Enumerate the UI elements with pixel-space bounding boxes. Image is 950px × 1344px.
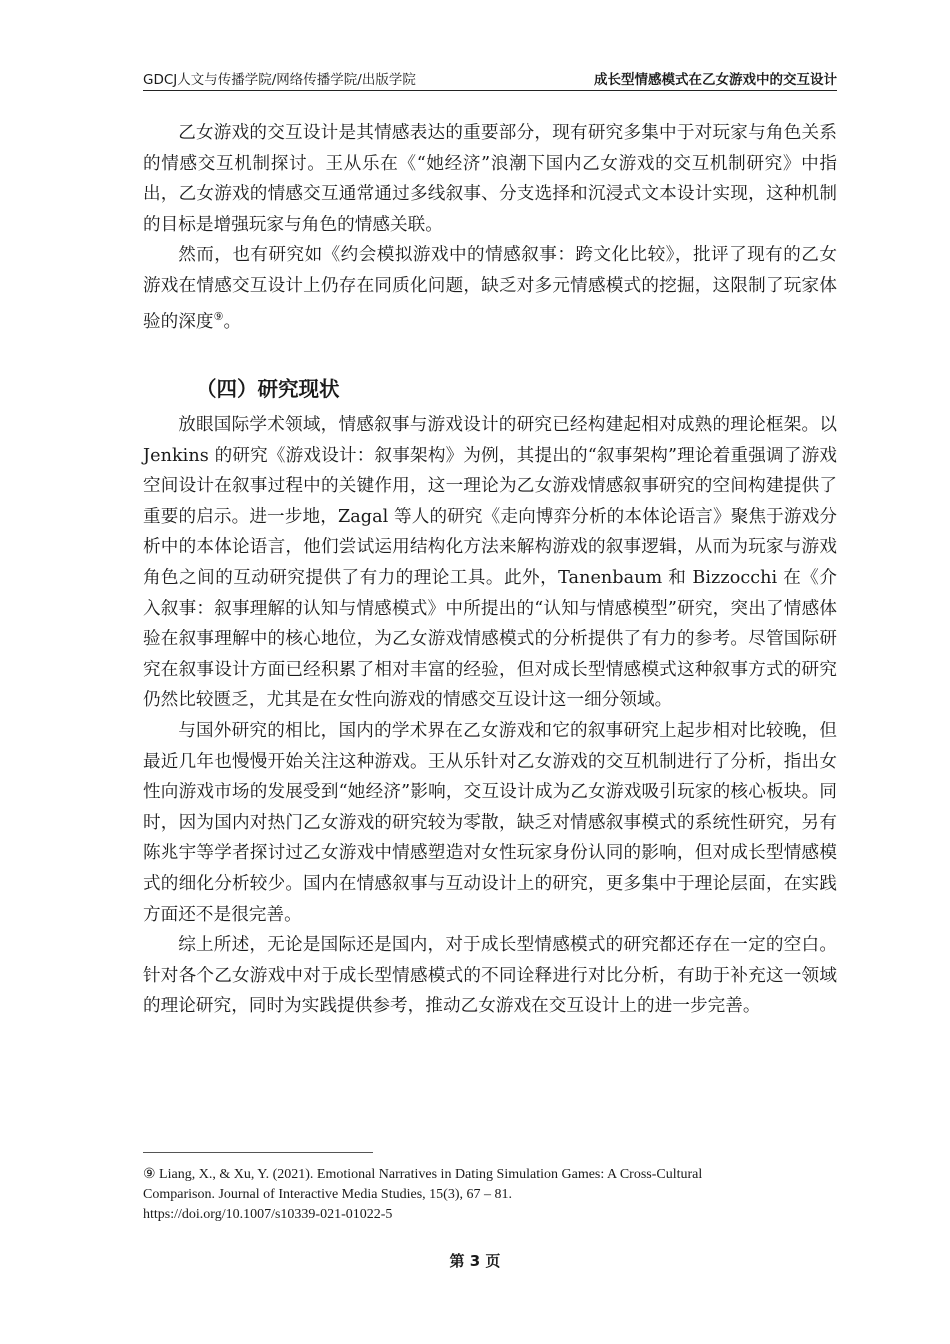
paragraph: 乙女游戏的交互设计是其情感表达的重要部分，现有研究多集中于对玩家与角色关系的情感交互机制探讨。王从乐在《“她经济”浪潮下国内乙女游戏的交互机制研究》中指出，乙女游戏的情感交互通常通过多线叙事、分支选择和沉浸式文本设计实现，这种机制的目标是增强玩家与角色的情感关联。 [143,123,837,235]
section-heading: （四）研究现状 [196,377,340,401]
footnote-line: Comparison. Journal of Interactive Media Studies, 15(3), 67 – 81. [143,1187,512,1202]
footnote-line: ⑨ Liang, X., & Xu, Y. (2021). Emotional Narratives in Dating Simulation Games: A Cross-Cultural [143,1167,703,1182]
footnote [143,1165,837,1225]
running-header [143,66,837,91]
section-body-2 [143,410,837,1022]
paragraph: 综上所述，无论是国际还是国内，对于成长型情感模式的研究都还存在一定的空白。针对各个乙女游戏中对于成长型情感模式的不同诠释进行对比分析，有助于补充这一领域的理论研究，同时为实践提供参考，推动乙女游戏在交互设计上的进一步完善。 [143,935,837,1017]
section-body-1 [143,118,837,337]
paragraph: 放眼国际学术领域，情感叙事与游戏设计的研究已经构建起相对成熟的理论框架。以 Jenkins 的研究《游戏设计：叙事架构》为例，其提出的“叙事架构”理论着重强调了游戏空间设计在叙事过程中的关键作用，这一理论为乙女游戏情感叙事研究的空间构建提供了重要的启示。进一步地，Zagal 等人的研究《走向博弈分析的本体论语言》聚焦于游戏分析中的本体论语言，他们尝试运用结构化方法来解构游戏的叙事逻辑，从而为玩家与游戏角色之间的互动研究提供了有力的理论工具。此外，Tanenbaum 和 Bizzocchi 在《介入叙事：叙事理解的认知与情感模式》中所提出的“认知与情感模型”研究，突出了情感体验在叙事理解中的核心地位，为乙女游戏情感模式的分析提供了有力的参考。尽管国际研究在叙事设计方面已经积累了相对丰富的经验，但对成长型情感模式这种叙事方式的研究仍然比较匮乏，尤其是在女性向游戏的情感交互设计这一细分领域。 [143,415,837,711]
header-institution: GDCJ人文与传播学院/网络传播学院/出版学院 [143,72,416,88]
header-thesis-title: 成长型情感模式在乙女游戏中的交互设计 [594,72,837,88]
page-number: 第 3 页 [449,1252,501,1270]
paragraph: 然而，也有研究如《约会模拟游戏中的情感叙事：跨文化比较》，批评了现有的乙女游戏在情感交互设计上仍存在同质化问题，缺乏对多元情感模式的挖掘，这限制了玩家体验的深度⑨。 [143,245,837,332]
footnote-link[interactable]: https://doi.org/10.1007/s10339-021-01022-5 [143,1207,393,1222]
paragraph: 与国外研究的相比，国内的学术界在乙女游戏和它的叙事研究上起步相对比较晚，但最近几年也慢慢开始关注这种游戏。王从乐针对乙女游戏的交互机制进行了分析，指出女性向游戏市场的发展受到“她经济”影响，交互设计成为乙女游戏吸引玩家的核心板块。同时，因为国内对热门乙女游戏的研究较为零散，缺乏对情感叙事模式的系统性研究，另有陈兆宇等学者探讨过乙女游戏中情感塑造对女性玩家身份认同的影响，但对成长型情感模式的细化分析较少。国内在情感叙事与互动设计上的研究，更多集中于理论层面，在实践方面还不是很完善。 [143,720,837,925]
paragraph-text: 然而，也有研究如《约会模拟游戏中的情感叙事：跨文化比较》，批评了现有的乙女游戏在情感交互设计上仍存在同质化问题，缺乏对多元情感模式的挖掘，这限制了玩家体验的深度 [143,245,837,332]
footnote-divider [143,1152,373,1153]
footnote-marker[interactable]: ⑨ [213,309,224,323]
